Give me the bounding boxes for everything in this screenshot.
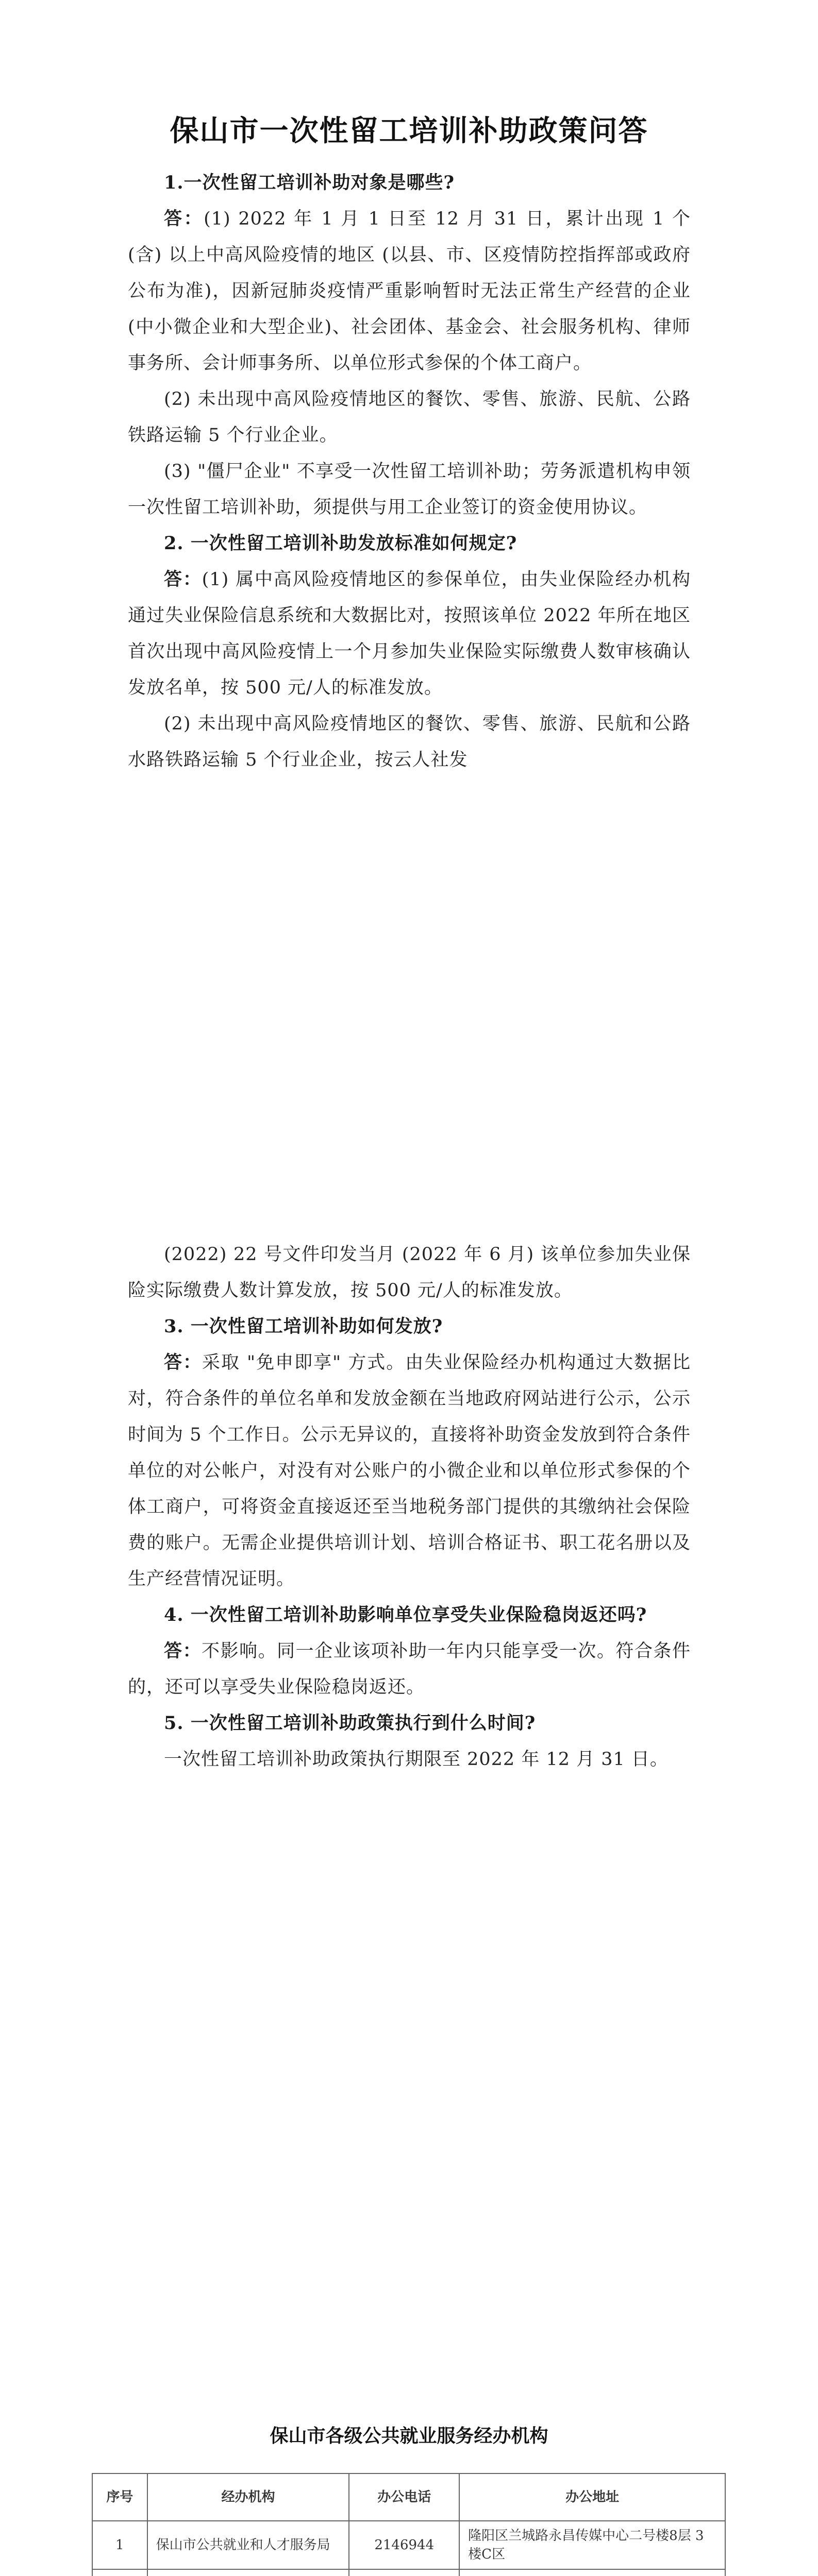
agency-table-title: 保山市各级公共就业服务经办机构 [270,2425,548,2447]
answer-text: (2022) 22 号文件印发当月 (2022 年 6 月) 该单位参加失业保险实际缴费人数计算发放，按 500 元/人的标准发放。 [128,1244,691,1301]
answer-text: 采取 "免申即享" 方式。由失业保险经办机构通过大数据比对，符合条件的单位名单和发放金额在当地政府网站进行公示，公示时间为 5 个工作日。公示无异议的，直接将补助资金发放到符合条件单位的对公帐户，对没有对公账户的小微企业和以单位形式参保的个体工商户，可将资金直接返还至当地税务部门提供的其缴纳社会保险费的账户。无需企业提供培训计划、培训合格证书、职工花名册以及生产经营情况证明。 [128,1352,691,1589]
answer-text: 不影响。同一企业该项补助一年内只能享受一次。符合条件的，还可以享受失业保险稳岗返还。 [128,1641,691,1698]
row-phone [349,2569,459,2576]
answer-lead: 答： [164,1640,202,1662]
row-agency [147,2569,349,2576]
answer-paragraph [128,1236,691,1309]
answer-paragraph [128,453,691,526]
header-address: 办公地址 [459,2473,725,2521]
answer-paragraph [128,1741,691,1777]
header-agency: 经办机构 [147,2473,349,2521]
question-heading: 1.一次性留工培训补助对象是哪些? [164,172,455,193]
answer-text: (2) 未出现中高风险疫情地区的餐饮、零售、旅游、民航和公路水路铁路运输 5 个行业企业，按云人社发 [128,714,691,770]
answer-text: 一次性留工培训补助政策执行期限至 2022 年 12 月 31 日。 [164,1749,669,1770]
agency-table [92,2473,726,2576]
answer-lead: 答： [164,208,204,229]
row-agency: 保山市公共就业和人才服务局 [147,2521,349,2569]
header-phone: 办公电话 [349,2473,459,2521]
document-title: 保山市一次性留工培训补助政策问答 [170,114,648,148]
answer-paragraph [128,1633,691,1705]
answer-lead: 答： [164,1352,202,1373]
qa-section-part-2 [128,1236,691,1777]
answer-text: (1) 2022 年 1 月 1 日至 12 月 31 日，累计出现 1 个 (含) 以上中高风险疫情的地区 (以县、市、区疫情防控指挥部或政府公布为准)，因新冠肺炎疫情严重影响暂时无法正常生产经营的企业 (中小微企业和大型企业)、社会团体、基金会、社会服务机构、律师事务所、会计师事务所、以单位形式参保的个体工商户。 [128,209,691,374]
answer-paragraph [128,201,691,381]
answer-paragraph [128,562,691,706]
answer-paragraph [128,1345,691,1597]
answer-paragraph [128,706,691,778]
question-heading: 2. 一次性留工培训补助发放标准如何规定? [164,533,517,554]
row-index [92,2569,147,2576]
question-heading: 4. 一次性留工培训补助影响单位享受失业保险稳岗返还吗? [164,1604,647,1625]
table-row [92,2521,725,2569]
answer-paragraph [128,381,691,453]
table-row [92,2569,725,2576]
agency-table-header-row [92,2473,725,2521]
row-address: 隆阳区兰城路永昌传媒中心二号楼8层 3 楼C区 [459,2521,725,2569]
answer-text: (1) 属中高风险疫情地区的参保单位，由失业保险经办机构通过失业保险信息系统和大数据比对，按照该单位 2022 年所在地区首次出现中高风险疫情上一个月参加失业保险实际缴费人数审核确认发放名单，按 500 元/人的标准发放。 [128,569,691,698]
row-address [459,2569,725,2576]
question-heading: 5. 一次性留工培训补助政策执行到什么时间? [164,1713,536,1734]
row-phone: 2146944 [349,2521,459,2569]
answer-text: (2) 未出现中高风险疫情地区的餐饮、零售、旅游、民航、公路铁路运输 5 个行业企业。 [128,389,691,446]
answer-lead: 答： [164,569,202,590]
row-index: 1 [92,2521,147,2569]
header-index: 序号 [92,2473,147,2521]
answer-text: (3) "僵尸企业" 不享受一次性留工培训补助；劳务派遣机构申领一次性留工培训补助，须提供与用工企业签订的资金使用协议。 [128,461,691,518]
question-heading: 3. 一次性留工培训补助如何发放? [164,1316,443,1337]
qa-section-part-1 [128,165,691,778]
